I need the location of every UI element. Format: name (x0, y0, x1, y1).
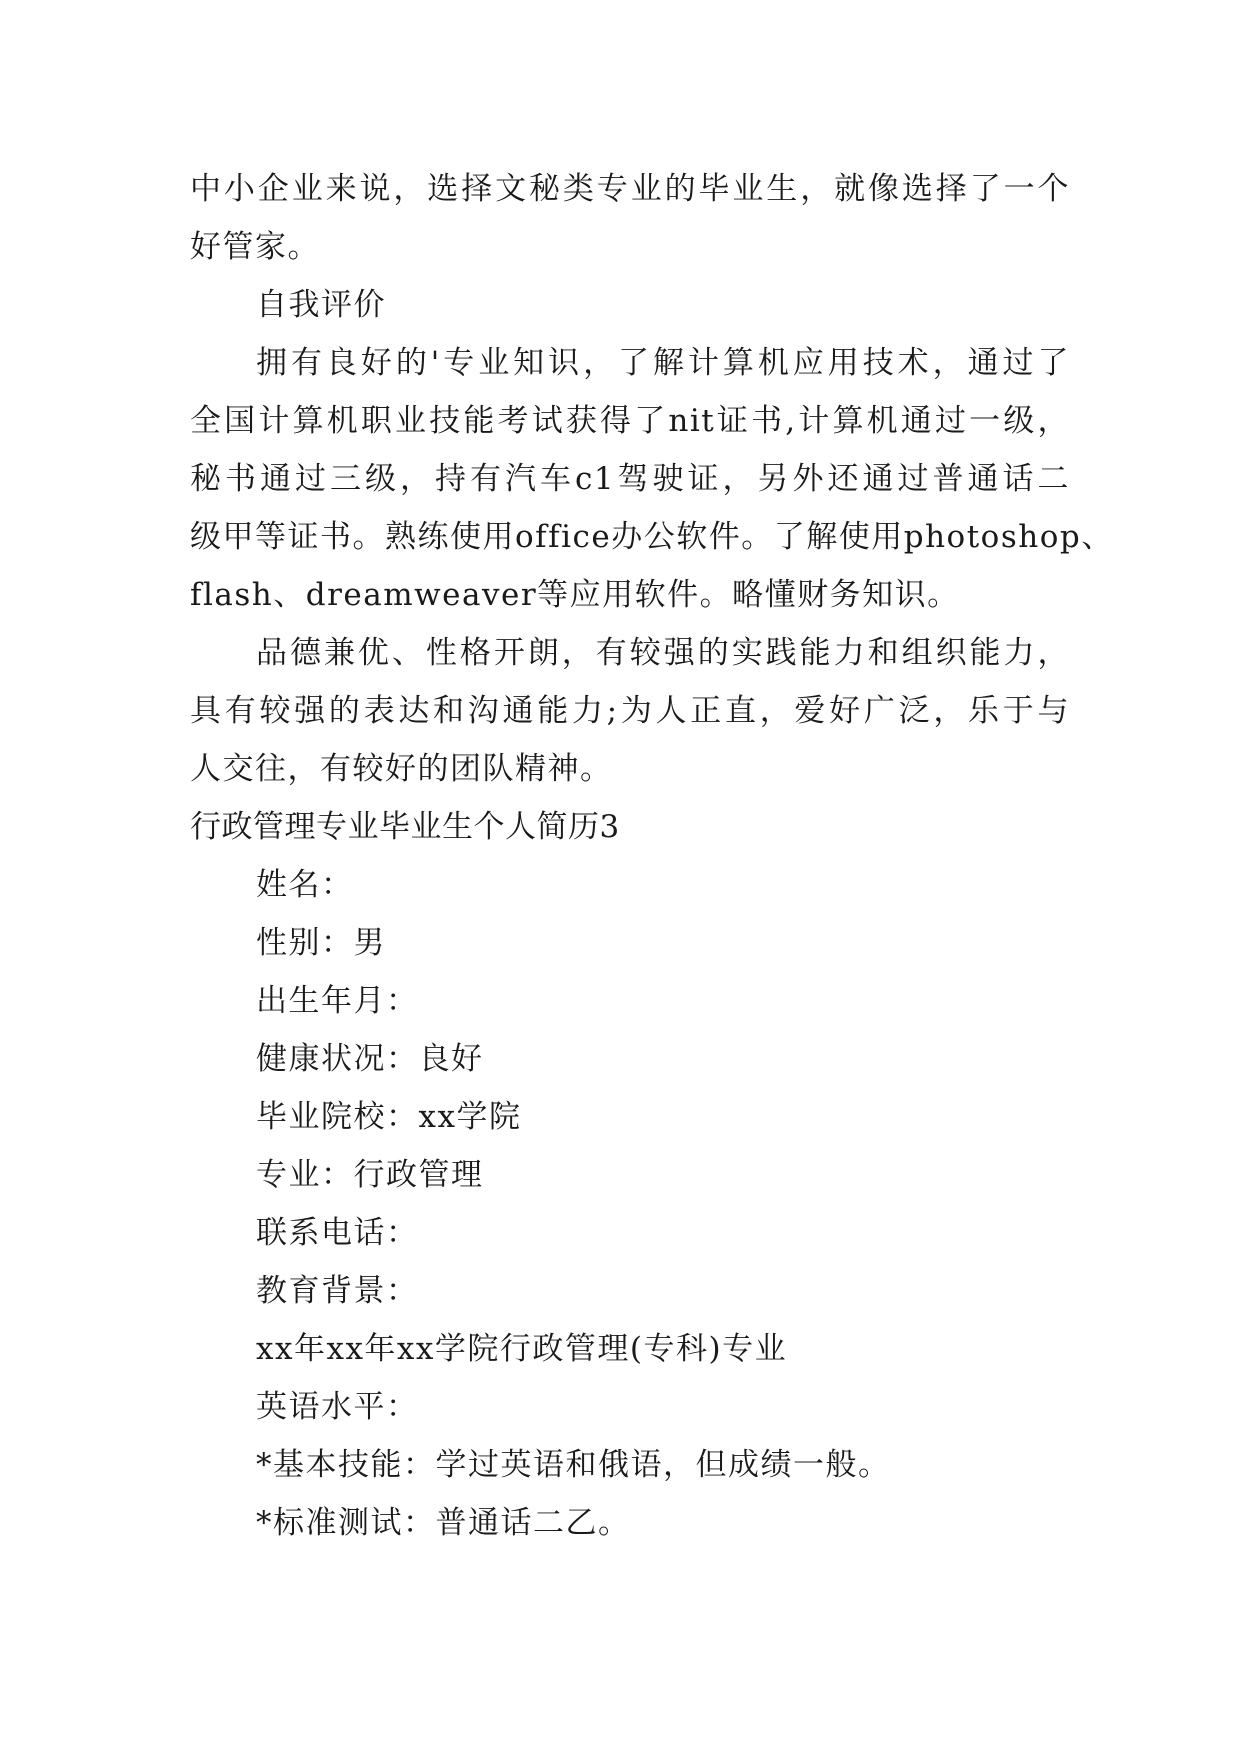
paragraph-line: 好管家。 (190, 229, 320, 265)
field-birth-date: 出生年月： (256, 983, 419, 1019)
paragraph-line: 级甲等证书。熟练使用office办公软件。了解使用photoshop、 (190, 519, 1114, 555)
field-phone: 联系电话： (256, 1215, 419, 1251)
field-standard-test: *标准测试：普通话二乙。 (256, 1505, 631, 1541)
field-school: 毕业院校：xx学院 (256, 1099, 522, 1135)
field-gender: 性别：男 (256, 925, 386, 961)
field-name: 姓名： (256, 867, 354, 903)
field-major: 专业：行政管理 (256, 1157, 484, 1193)
field-english-heading: 英语水平： (256, 1389, 419, 1425)
resume-title: 行政管理专业毕业生个人简历3 (190, 809, 620, 845)
field-basic-skills: *基本技能：学过英语和俄语，但成绩一般。 (256, 1447, 891, 1483)
field-education-detail: xx年xx年xx学院行政管理(专科)专业 (256, 1331, 788, 1367)
field-health: 健康状况：良好 (256, 1041, 484, 1077)
paragraph-line: 拥有良好的'专业知识，了解计算机应用技术，通过了 (256, 345, 1070, 381)
field-education-heading: 教育背景： (256, 1273, 419, 1309)
paragraph-line: 全国计算机职业技能考试获得了nit证书,计算机通过一级， (190, 403, 1070, 439)
paragraph-line: 人交往，有较好的团队精神。 (190, 751, 613, 787)
document-body (190, 160, 1114, 1552)
section-heading-self-evaluation: 自我评价 (256, 287, 386, 323)
paragraph-line: flash、dreamweaver等应用软件。略懂财务知识。 (190, 577, 960, 613)
paragraph-line: 秘书通过三级，持有汽车c1驾驶证，另外还通过普通话二 (190, 461, 1070, 497)
paragraph-line: 中小企业来说，选择文秘类专业的毕业生，就像选择了一个 (190, 171, 1070, 207)
paragraph-line: 品德兼优、性格开朗，有较强的实践能力和组织能力， (256, 635, 1070, 671)
paragraph-line: 具有较强的表达和沟通能力;为人正直，爱好广泛，乐于与 (190, 693, 1070, 729)
